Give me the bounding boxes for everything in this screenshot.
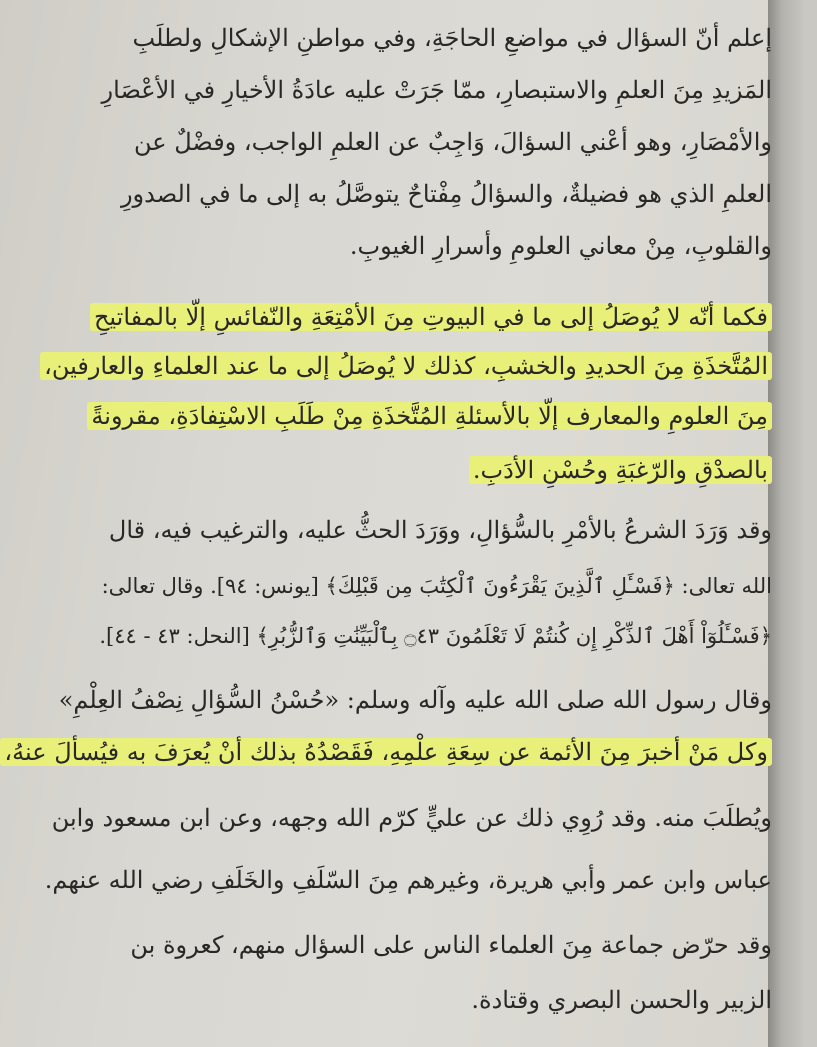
p3-line-1: وقد وَرَدَ الشرعُ بالأمْرِ بالسُّؤالِ، ووَرَدَ الحثُّ عليه، والترغيب فيه، قال	[108, 516, 772, 544]
p2-line-4	[82, 450, 772, 490]
highlighted-text: مِنَ العلومِ والمعارف إلّا بالأسئلةِ المُتَّخذَةِ مِنْ طَلَبِ الاسْتِفادَةِ، مقرونةً	[87, 402, 772, 430]
p1-line-3: والأمْصَارِ، وهو أعْني السؤالَ، وَاجِبٌ عن العلمِ الواجب، وفضْلٌ عن	[133, 128, 772, 156]
p2-line-1	[82, 297, 772, 337]
highlighted-text: بالصدْقِ والرّغبَةِ وحُسْنِ الأدَبِ.	[469, 456, 772, 484]
p4-line-4: عباس وابن عمر وأبي هريرة، وغيرهم مِنَ السّلَفِ والخَلَفِ رضي الله عنهم.	[44, 866, 772, 894]
p1-line-4: العلمِ الذي هو فضيلةٌ، والسؤالُ مِفْتاحٌ يتوصَّلُ به إلى ما في الصدورِ	[120, 180, 772, 208]
p5-line-1: وقد حرّض جماعة مِنَ العلماء الناس على السؤال منهم، كعروة بن	[130, 931, 772, 959]
p3-line-2-quran: الله تعالى: ﴿فَسْـَٔلِ ٱلَّذِينَ يَقْرَءُونَ ٱلْكِتَٰبَ مِن قَبْلِكَ﴾ [يونس: ٩٤]. وقال تعالى:	[101, 574, 772, 598]
p4-line-2	[4, 732, 772, 772]
p2-line-3	[82, 396, 772, 436]
p4-line-3: ويُطلَبَ منه. وقد رُوِي ذلك عن عليٍّ كرّم الله وجهه، وعن ابن مسعود وابن	[51, 804, 772, 832]
p4-line-1: وقال رسول الله صلى الله عليه وآله وسلم: «حُسْنُ السُّؤالِ نِصْفُ العِلْمِ»	[58, 686, 772, 714]
p3-line-3-quran: ﴿فَسْـَٔلُوٓاْ أَهْلَ ٱلذِّكْرِ إِن كُنتُمْ لَا تَعْلَمُونَ ۝٤٣ بِٱلْبَيِّنَٰتِ وَٱلزُّبُرِ﴾ [النحل: ٤٣ - ٤٤].	[99, 624, 772, 648]
p5-line-2: الزبير والحسن البصري وقتادة.	[471, 986, 772, 1014]
highlighted-text: وكل مَنْ أخبرَ مِنَ الأئمة عن سِعَةِ علْمِهِ، فَقَصْدُهُ بذلك أنْ يُعرَفَ به فيُسألَ عنهُ،	[0, 738, 772, 766]
p2-line-2	[44, 346, 772, 386]
highlighted-text: المُتَّخذَةِ مِنَ الحديدِ والخشبِ، كذلك لا يُوصَلُ إلى ما عند العلماءِ والعارفين،	[40, 352, 772, 380]
p1-line-5: والقلوبِ، مِنْ معاني العلومِ وأسرارِ الغيوبِ.	[349, 232, 772, 260]
p1-line-1: إعلم أنّ السؤال في مواضعِ الحاجَةِ، وفي مواطنِ الإشكالِ ولطلَبِ	[132, 24, 772, 52]
p1-line-2: المَزيدِ مِنَ العلمِ والاستبصارِ، ممّا جَرَتْ عليه عادَةُ الأخيارِ في الأعْصَارِ	[101, 76, 772, 104]
page-binding-edge	[768, 0, 803, 1047]
highlighted-text: فكما أنّه لا يُوصَلُ إلى ما في البيوتِ مِنَ الأمْتِعَةِ والنّفائسِ إلّا بالمفاتيحِ	[90, 303, 772, 331]
